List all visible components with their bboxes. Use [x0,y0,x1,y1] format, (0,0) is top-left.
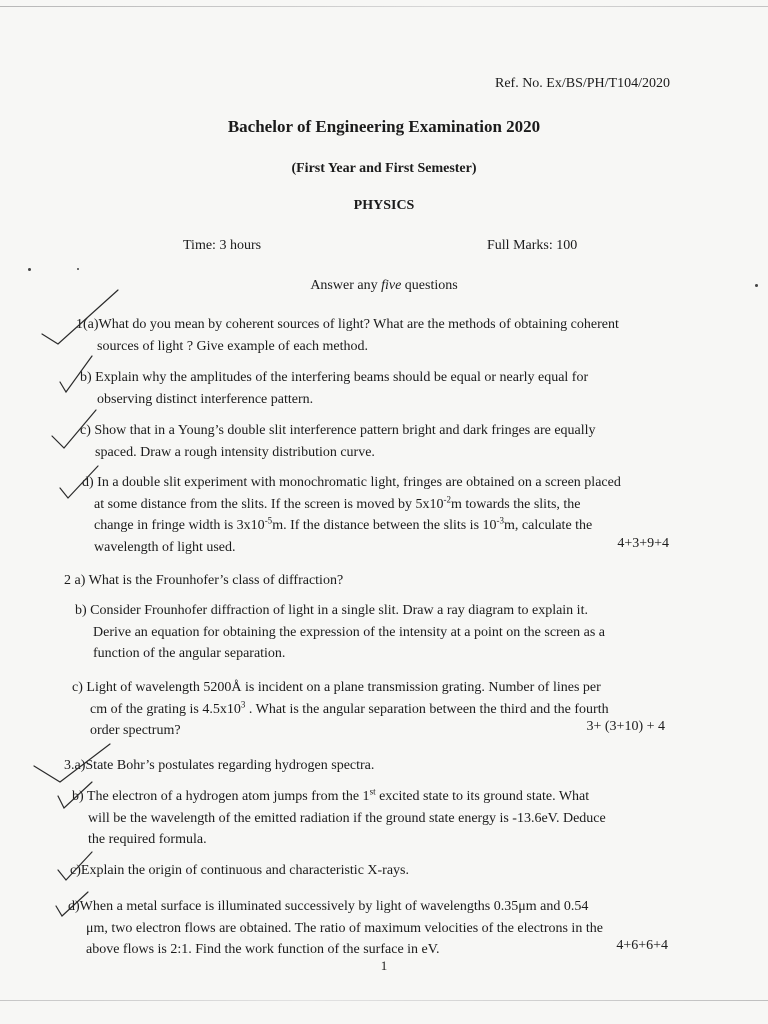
question-3d: d)When a metal surface is illuminated successively by light of wavelengths 0.35μm and 0.54 μm, two electron flows are obtained. The ratio of maximum velocities of the electrons in the above flows is 2:1. Find the work function of the surface in eV. [68,899,603,957]
exam-instruction: Answer any five questions [310,278,458,293]
question-1c: c) Show that in a Young’s double slit interference pattern bright and dark fringes are equally spaced. Draw a rough intensity distribution curve. [80,423,596,460]
question-3a: 3.a)State Bohr’s postulates regarding hydrogen spectra. [64,758,375,773]
scan-edge-bottom [0,1000,768,1001]
question-1a: 1(a)What do you mean by coherent sources of light? What are the methods of obtaining coherent sources of light ? Give example of each method. [76,317,619,354]
question-2c: c) Light of wavelength 5200Å is incident on a plane transmission grating. Number of lines per cm of the grating is $4.5x10^3$ . What is the angular separation between the third and the fourth order spectrum? [72,680,609,738]
question-3b: b) The electron of a hydrogen atom jumps from the 1st excited state to its ground state. What will be the wavelength of the emitted radiation if the ground state energy is -13.6eV. Deduce the required formula. [72,786,606,847]
scan-speck [28,268,31,271]
question-2b: b) Consider Frounhofer diffraction of light in a single slit. Draw a ray diagram to explain it. Derive an equation for obtaining the expression of the intensity at a point on the screen as a function of the angular separation. [75,603,606,661]
exam-full-marks: Full Marks: 100 [487,238,578,253]
question-1-marks: 4+3+9+4 [617,536,669,551]
exam-subtitle: (First Year and First Semester) [291,161,477,176]
exam-time: Time: 3 hours [183,238,262,253]
exam-subject: PHYSICS [353,198,415,213]
question-3-marks: 4+6+6+4 [616,938,668,953]
reference-number: Ref. No. Ex/BS/PH/T104/2020 [494,76,670,91]
question-2a: 2 a) What is the Frounhofer’s class of diffraction? [64,573,344,588]
scan-speck [77,268,79,270]
page-number: 1 [380,958,388,973]
scan-edge-top [0,6,768,7]
question-3c: c)Explain the origin of continuous and characteristic X-rays. [70,863,410,878]
question-2-marks: 3+ (3+10) + 4 [586,719,665,734]
exam-title: Bachelor of Engineering Examination 2020 [227,117,541,136]
question-1b: b) Explain why the amplitudes of the interfering beams should be equal or nearly equal for observing distinct interference pattern. [80,370,589,407]
question-1d: d) In a double slit experiment with monochromatic light, fringes are obtained on a screen placed at some distance from the slits. If the screen is moved by $5x10^{-2}m$ towards the slits, the change in fringe width is $3x10^{-5}m$. If the distance between the slits is $10^{-3}m$, calculate the wavelength of light used. [82,475,621,555]
